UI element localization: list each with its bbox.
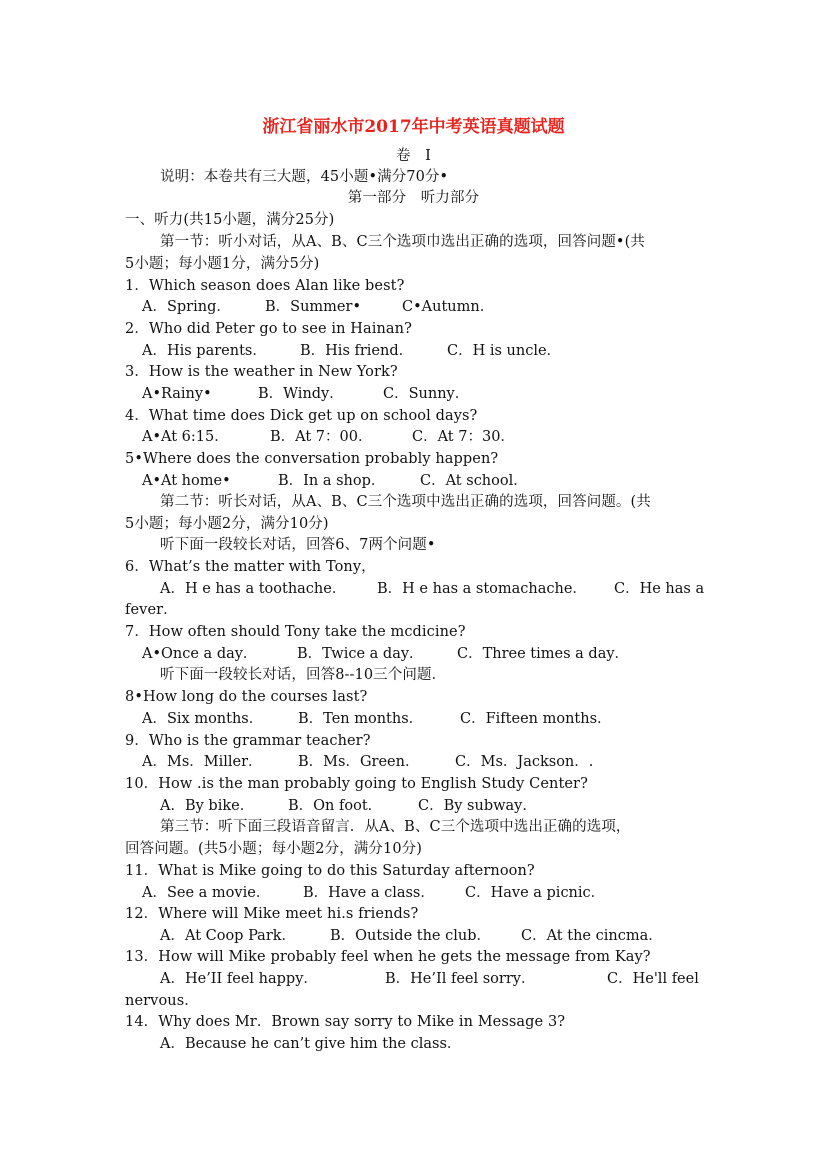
section2-note-1: 听下面一段较长对话，回答6、7两个问题• bbox=[160, 537, 436, 553]
q12-option-a: A．At Coop Park． bbox=[160, 928, 297, 944]
q3-option-c: C．Sunny． bbox=[383, 386, 470, 402]
q6-option-c-cont: fever． bbox=[125, 602, 178, 618]
q7-option-b: B．Twice a day． bbox=[297, 646, 424, 662]
q2-option-a: A．His parents． bbox=[142, 343, 267, 359]
q3-option-a: A•Rainy• bbox=[142, 386, 212, 402]
question-3: 3．How is the weather in New York? bbox=[125, 364, 398, 380]
q9-option-b: B．Ms．Green． bbox=[298, 754, 420, 770]
section1-intro: 第一节：听小对话，从A、B、C三个选项巾选出正确的选项，回答问题•(共 bbox=[160, 234, 645, 250]
instructions: 说明：本卷共有三大题，45小题•满分70分• bbox=[160, 169, 449, 185]
question-6: 6．What’s the matter with Tony， bbox=[125, 559, 376, 575]
q2-option-b: B．His friend． bbox=[300, 343, 414, 359]
q7-option-a: A•Once a day． bbox=[142, 646, 258, 662]
q4-option-a: A•At 6:15． bbox=[142, 429, 229, 445]
page-title: 浙江省丽水市2017年中考英语真题试题 bbox=[262, 117, 565, 137]
q3-option-b: B．Windy． bbox=[258, 386, 344, 402]
q13-option-c: C．He'll feel bbox=[607, 971, 699, 987]
q5-option-a: A•At home• bbox=[142, 473, 231, 489]
question-4: 4．What time does Dick get up on school days? bbox=[125, 408, 478, 424]
q4-option-b: B．At 7：00． bbox=[270, 429, 373, 445]
q11-option-b: B．Have a class． bbox=[303, 885, 435, 901]
q10-option-b: B．On foot． bbox=[288, 798, 383, 814]
question-5: 5•Where does the conversation probably happen? bbox=[125, 451, 499, 467]
q1-option-a: A．Spring． bbox=[142, 299, 231, 315]
q13-option-a: A．He’II feel happy． bbox=[160, 971, 318, 987]
q13-option-b: B．He’Il feel sorry． bbox=[385, 971, 536, 987]
section1-intro-cont: 5小题；每小题1分，满分5分) bbox=[125, 256, 320, 272]
question-2: 2．Who did Peter go to see in Hainan? bbox=[125, 321, 412, 337]
q7-option-c: C．Three times a day． bbox=[457, 646, 630, 662]
q1-option-b: B．Summer• bbox=[265, 299, 361, 315]
q8-option-b: B．Ten months． bbox=[298, 711, 424, 727]
q14-option-a: A．Because he can’t give him the class． bbox=[160, 1036, 462, 1052]
question-13: 13．How will Mike probably feel when he gets the message from Kay? bbox=[125, 949, 651, 965]
q11-option-c: C．Have a picnic． bbox=[465, 885, 606, 901]
q2-option-c: C．H is uncle． bbox=[447, 343, 562, 359]
q5-option-c: C．At school． bbox=[420, 473, 528, 489]
question-10: 10．How .is the man probably going to English Study Center? bbox=[125, 776, 588, 792]
q8-option-c: C．Fifteen months． bbox=[460, 711, 612, 727]
section1-heading: 一、听力(共15小题，满分25分) bbox=[125, 212, 335, 228]
volume-label: 卷 I bbox=[395, 148, 432, 164]
q10-option-c: C．By subway． bbox=[418, 798, 537, 814]
section2-intro-cont: 5小题；每小题2分，满分10分) bbox=[125, 516, 329, 532]
q6-option-c: C．He has a bbox=[614, 581, 705, 597]
q9-option-a: A．Ms．Miller． bbox=[142, 754, 263, 770]
section3-intro: 第三节：听下面三段语音留言．从A、B、C三个选项中选出正确的选项， bbox=[160, 819, 631, 835]
q4-option-c: C．At 7：30． bbox=[412, 429, 515, 445]
question-12: 12．Where will Mike meet hi.s friends? bbox=[125, 906, 419, 922]
q6-option-a: A．H e has a toothache． bbox=[160, 581, 347, 597]
question-1: 1．Which season does Alan like best? bbox=[125, 278, 405, 294]
q5-option-b: B．In a shop． bbox=[278, 473, 386, 489]
q8-option-a: A．Six months． bbox=[142, 711, 264, 727]
q10-option-a: A．By bike． bbox=[160, 798, 255, 814]
section2-note-2: 听下面一段较长对话，回答8--10三个问题． bbox=[160, 667, 447, 683]
question-7: 7．How often should Tony take the mcdicine? bbox=[125, 624, 466, 640]
question-9: 9．Who is the grammar teacher? bbox=[125, 733, 371, 749]
q1-option-c: C•Autumn． bbox=[402, 299, 495, 315]
q13-option-c-cont: nervous． bbox=[125, 993, 199, 1009]
question-11: 11．What is Mike going to do this Saturday afternoon? bbox=[125, 863, 535, 879]
question-14: 14．Why does Mr．Brown say sorry to Mike in Message 3? bbox=[125, 1014, 566, 1030]
q9-option-c: C．Ms．Jackson．. bbox=[455, 754, 594, 770]
q11-option-a: A．See a movie． bbox=[142, 885, 271, 901]
section3-intro-cont: 回答问题。(共5小题；每小题2分，满分10分) bbox=[125, 841, 423, 857]
q12-option-b: B．Outside the club． bbox=[330, 928, 491, 944]
question-8: 8•How long do the courses last? bbox=[125, 689, 368, 705]
section2-intro: 第二节：听长对话，从A、B、C三个选项中选出正确的选项，回答问题。(共 bbox=[160, 494, 651, 510]
part1-header: 第一部分 听力部分 bbox=[347, 190, 480, 206]
q12-option-c: C．At the cincma． bbox=[521, 928, 663, 944]
q6-option-b: B．H e has a stomachache． bbox=[377, 581, 587, 597]
